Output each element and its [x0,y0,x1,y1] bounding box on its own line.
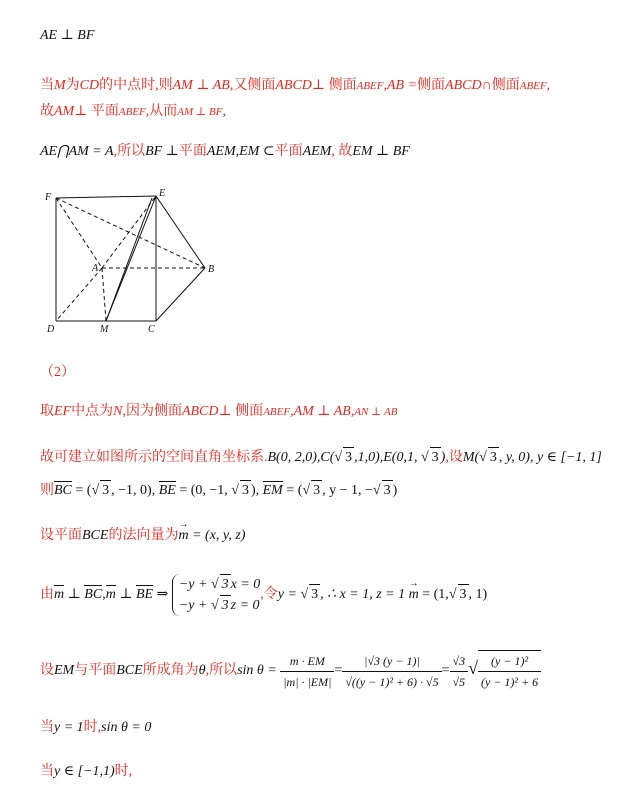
math: y ∈ [−1,1) [54,764,115,779]
denominator: (y − 1)² + 6 [481,675,539,689]
math: EM ⊥ BF [352,144,410,159]
text-line-12 [40,718,151,738]
math: AEM [206,144,236,159]
math: 3 [343,447,354,468]
math: BE [136,585,153,605]
math: −y + [178,598,211,613]
math: 3 [240,480,251,501]
math: ) [392,483,398,498]
text: 所成角为 [142,663,199,679]
fraction-1 [280,651,334,692]
math: −y + [178,577,211,592]
math: ABCD [275,78,312,93]
text: 时, [114,764,133,779]
text: , 故 [331,144,353,159]
fraction-2 [342,651,441,692]
sqrt-sign: √ [302,483,311,498]
sqrt-sign: √ [91,483,100,498]
text: ,从而 [145,104,178,119]
text: ,令 [260,587,278,603]
text: 设 [40,663,54,679]
math: BCE [116,663,143,679]
math: ABEF [118,106,146,118]
math: N [113,404,123,419]
edge-fa [56,198,102,268]
edge-eb [156,196,205,268]
text: ⊥ 侧面 [218,404,264,419]
label-e: E [159,188,166,199]
math: → m [409,585,419,605]
math: ,C( [316,450,335,465]
math: m [106,585,116,605]
text: , [350,404,355,419]
label-f: F [45,192,52,203]
math: BCE [82,528,109,543]
math: ∩ [481,78,492,93]
math: ABCD [181,404,219,419]
math: M [54,78,66,93]
math: y = 1 [54,720,84,735]
numerator: m · EM [280,651,334,672]
math: , ∴ x = 1, z = 1 [320,587,409,603]
text: , [235,144,240,159]
text: 平面 [274,144,303,159]
sqrt-sign: √ [479,450,487,465]
math: sin θ = [237,663,277,679]
math: BC [54,481,72,501]
math: ABEF [356,80,384,92]
math: sin θ = 0 [101,720,152,735]
text-line-2 [40,76,550,96]
math-ae-perp-bf: AE ⊥ BF [40,28,95,43]
text-line-13 [40,762,132,782]
math: ⇒ [153,587,172,603]
math: 3 [220,595,231,616]
edge-me-2 [106,198,152,321]
sqrt-sign: √ [448,587,457,603]
numerator: √3 [450,651,469,672]
math: ABCD [445,78,482,93]
math: , y, 0), y ∈ [−1, 1] [498,450,602,465]
numerator: (y − 1)² [478,651,541,672]
text-line-11 [40,650,541,692]
geometry-figure [40,186,230,336]
edge-am [102,268,106,321]
text: 取 [40,404,54,419]
text-line-7 [40,447,602,468]
math: 3 [488,447,499,468]
text: 时, [83,720,102,735]
text-line-4 [40,142,410,162]
math: BF ⊥ [145,144,179,159]
sqrt-sign: √ [210,598,219,613]
math: m [54,585,64,605]
math: AM [54,104,75,119]
text: 的法向量为 [108,528,179,543]
fraction-3 [450,651,469,692]
text: 当 [40,720,54,735]
math: = [441,663,450,679]
math: ABEF [519,80,547,92]
text: ,又侧面 [229,78,276,93]
math: AE⋂AM = A [40,144,114,159]
math: EM ⊂ [239,144,275,159]
math: ,E(0,1, [379,450,421,465]
text: ,所以 [113,144,146,159]
math: = (x, y, z) [188,528,246,543]
equation-system [172,574,260,616]
math: 3 [382,480,393,501]
math: B(0, 2,0) [267,450,317,465]
math: z = 0 [230,598,260,613]
math: EM [263,481,283,501]
math: 3 [458,584,469,605]
text: 故 [40,104,54,119]
text: ⊥ 平面 [74,104,119,119]
numerator: |√3 (y − 1)| [342,651,441,672]
edge-ae [102,196,156,268]
math: ⊥ [64,587,85,603]
denominator: |m| · |EM| [283,674,332,689]
math: ⊥ [115,587,136,603]
fraction-4 [478,650,541,692]
math: AM ⊥ AB [293,404,351,419]
math: CD [79,78,100,93]
math: , −1, 0), [111,483,159,498]
text-line-8 [40,480,397,501]
math: 3 [100,480,111,501]
text: 由 [40,587,54,603]
text-line-6 [40,402,397,422]
math: y = [277,587,301,603]
math: = ( [282,483,303,498]
label-c: C [148,324,155,335]
math: 3 [311,480,322,501]
text: , [383,78,387,93]
math: ABEF [263,406,291,418]
sqrt-sign: √ [334,450,343,465]
text: 与平面 [74,663,117,679]
text-line-1 [40,26,94,46]
part-2-heading: （2） [40,365,75,380]
math: θ [198,663,206,679]
math: BC [84,585,102,605]
math: EF [54,404,72,419]
edge-fe [56,196,156,198]
math: = (0, −1, [175,483,232,498]
text: ,设 [445,450,463,465]
math: M( [462,450,480,465]
edge-cb [156,268,205,321]
text: 侧面 [417,78,446,93]
math: EM [54,663,75,679]
math: AEM [302,144,332,159]
label-a: A [92,263,99,274]
math: 3 [220,574,231,595]
math: ) [440,450,446,465]
math: BE [159,481,176,501]
math: , 1) [468,587,488,603]
text: 当 [40,764,54,779]
text: 中点为 [71,404,114,419]
text: 为 [65,78,80,93]
math: AM ⊥ AB [172,78,230,93]
sqrt-sign: √ [468,658,478,679]
label-b: B [208,264,215,275]
text: ⊥ 侧面 [311,78,357,93]
text-line-3 [40,102,226,122]
sqrt-sign: √ [300,587,309,603]
denominator: √5 [452,674,466,689]
math: = (1, [418,587,449,603]
math: x = 0 [230,577,261,592]
math: AB = [386,78,418,93]
math: 3 [430,447,441,468]
edge-ad [56,268,102,321]
math: 3 [309,584,320,605]
text: 当 [40,78,54,93]
sqrt-sign: √ [231,483,239,498]
math: → m [178,526,188,546]
text-line-9 [40,526,245,546]
denominator: √((y − 1)² + 6) · √5 [345,674,439,689]
math: = ( [71,483,92,498]
math: , [102,587,106,603]
sqrt-sign: √ [372,483,381,498]
text: 设平面 [40,528,82,543]
text: , [546,78,551,93]
math: AN ⊥ AB [354,406,398,418]
math: , y − 1, − [322,483,373,498]
text: 的中点时,则 [99,78,173,93]
text: 则 [40,483,54,498]
text: ,所以 [205,663,238,679]
edge-fb [56,198,205,268]
text: 侧面 [491,78,520,93]
label-m: M [100,324,109,335]
text: 故可建立如图所示的空间直角坐标系. [40,450,268,465]
math: ,1,0) [354,450,380,465]
label-d: D [47,324,55,335]
sqrt-sign: √ [420,450,429,465]
text: , [290,404,294,419]
sqrt-sign: √ [210,577,219,592]
math: ), [250,483,263,498]
text: ,因为侧面 [122,404,182,419]
text: , [222,104,226,119]
text-line-10 [40,574,487,616]
text: 平面 [178,144,207,159]
math: = [334,663,343,679]
math: AM ⊥ BF [177,106,223,118]
